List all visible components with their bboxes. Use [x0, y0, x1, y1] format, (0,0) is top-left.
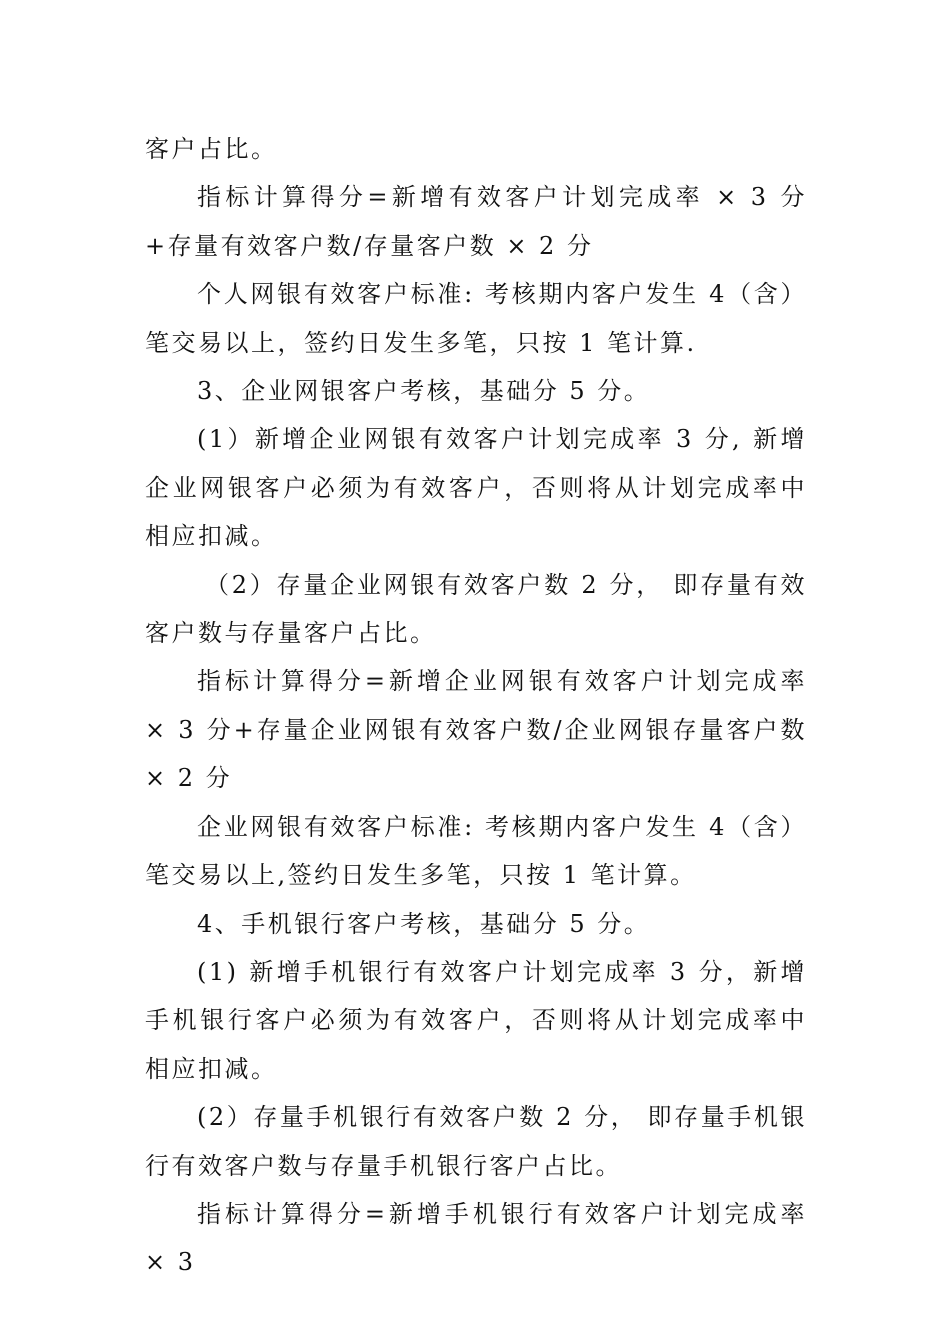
paragraph-formula-personal: 指标计算得分=新增有效客户计划完成率 × 3 分+存量有效客户数/存量客户数 × 2 分 [145, 183, 807, 260]
paragraph-continuation: 客户占比。 [145, 135, 278, 163]
paragraph-mobile-stock: (2）存量手机银行有效客户数 2 分， 即存量手机银行有效客户数与存量手机银行客户占比。 [145, 1103, 807, 1180]
paragraph-enterprise-new: (1）新增企业网银有效客户计划完成率 3 分, 新增企业网银客户必须为有效客户，否则将从计划完成率中相应扣减。 [145, 425, 807, 551]
paragraph-mobile-new: (1) 新增手机银行有效客户计划完成率 3 分，新增手机银行客户必须为有效客户，否则将从计划完成率中相应扣减。 [145, 957, 807, 1083]
paragraph-formula-enterprise: 指标计算得分=新增企业网银有效客户计划完成率 × 3 分+存量企业网银有效客户数/企业网银存量客户数 × 2 分 [145, 667, 807, 793]
document-body [145, 125, 807, 1287]
paragraph-enterprise-stock: （2）存量企业网银有效客户数 2 分， 即存量有效客户数与存量客户占比。 [145, 570, 807, 648]
heading-mobile-assessment: 4、手机银行客户考核，基础分 5 分。 [197, 909, 651, 938]
heading-enterprise-assessment: 3、企业网银客户考核，基础分 5 分。 [197, 377, 651, 406]
paragraph-enterprise-standard: 企业网银有效客户标准: 考核期内客户发生 4（含）笔交易以上,签约日发生多笔，只按 1 笔计算。 [145, 812, 807, 890]
paragraph-personal-standard: 个人网银有效客户标准: 考核期内客户发生 4（含）笔交易以上，签约日发生多笔，只按 1 笔计算. [145, 280, 807, 357]
paragraph-formula-mobile: 指标计算得分=新增手机银行有效客户计划完成率 × 3 [145, 1199, 807, 1277]
